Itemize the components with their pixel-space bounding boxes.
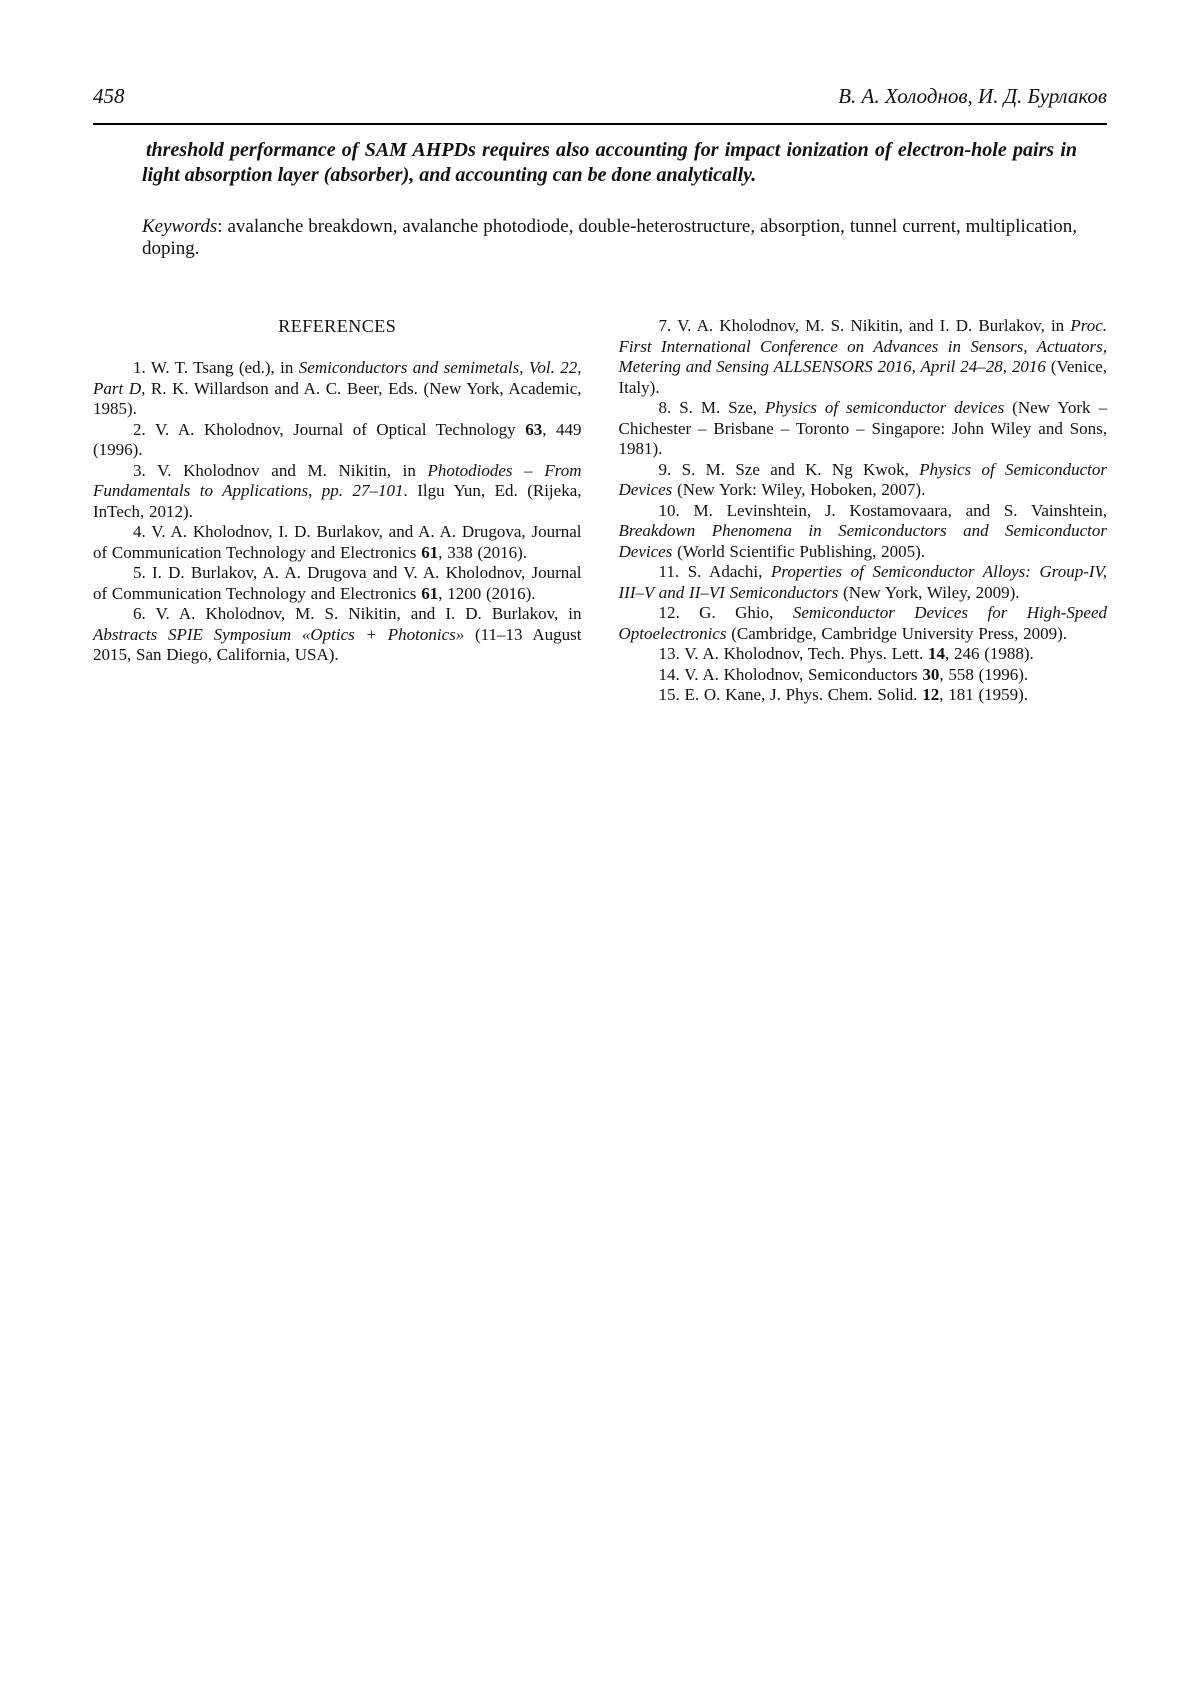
reference-segment: 13. V. A. Kholodnov, Tech. Phys. Lett. [658, 644, 928, 663]
reference-item [619, 665, 1108, 686]
reference-segment: Properties of Semiconductor Alloys: Group-IV, III–V and II–VI Semiconductors [618, 562, 1107, 602]
reference-segment: (New York, Wiley, 2009). [838, 582, 1020, 602]
reference-item [619, 398, 1108, 460]
reference-item [619, 460, 1108, 501]
reference-item [619, 316, 1108, 398]
keywords-paragraph [142, 216, 1077, 260]
reference-segment: 14. V. A. Kholodnov, Semiconductors [658, 664, 923, 684]
page-header [93, 84, 1107, 108]
references-right-list [619, 316, 1108, 706]
reference-segment: , 181 (1959). [939, 685, 1029, 704]
reference-segment: 6. V. A. Kholodnov, M. S. Nikitin, and I. D. Burlakov, in [133, 604, 582, 623]
reference-segment: 30 [922, 664, 940, 684]
reference-segment: 7. V. A. Kholodnov, M. S. Nikitin, and I. D. Burlakov, in [658, 316, 1071, 335]
reference-segment: Semiconductors and semimetals, Vol. 22, Part D [93, 358, 582, 398]
reference-segment: Photodiodes – From Fundamentals to Applications, pp. 27–101 [93, 460, 582, 500]
reference-item [619, 685, 1108, 706]
running-authors: В. А. Холоднов, И. Д. Бурлаков [838, 84, 1107, 108]
reference-segment: , 558 (1996). [939, 664, 1029, 684]
reference-segment: , 1200 (2016). [438, 583, 536, 603]
reference-segment: (New York – Chichester – Brisbane – Toronto – Singapore: John Wiley and Sons, 1981). [618, 398, 1107, 458]
reference-item [93, 358, 582, 420]
reference-segment: (Venice, Italy). [618, 357, 1107, 397]
reference-segment: Breakdown Phenomena in Semiconductors and Semiconductor Devices [618, 521, 1107, 561]
reference-segment: . Ilgu Yun, Ed. (Rijeka, InTech, 2012). [93, 481, 582, 521]
reference-segment: 12. G. Ghio, [658, 603, 793, 622]
references-section [93, 316, 1107, 706]
reference-segment: 2. V. A. Kholodnov, Journal of Optical Technology [133, 419, 526, 439]
reference-item [93, 461, 582, 523]
reference-segment: 10. M. Levinshtein, J. Kostamovaara, and S. Vainshtein, [658, 500, 1107, 520]
reference-segment: (Cambridge, Cambridge University Press, 2009). [726, 623, 1068, 643]
reference-segment: (World Scientific Publishing, 2005). [672, 541, 926, 561]
reference-segment: , 246 (1988). [944, 644, 1034, 663]
reference-segment: 1. W. T. Tsang (ed.), in [133, 358, 299, 377]
reference-segment: 63 [525, 419, 543, 439]
reference-segment: Physics of semiconductor devices [765, 398, 1005, 417]
reference-segment: 12 [922, 685, 940, 704]
header-rule [93, 123, 1107, 125]
references-left-list [93, 358, 582, 666]
reference-segment: 3. V. Kholodnov and M. Nikitin, in [133, 460, 428, 480]
reference-segment: Semiconductor Devices for High-Speed Optoelectronics [618, 603, 1107, 643]
reference-segment: 4. V. A. Kholodnov, I. D. Burlakov, and A. A. Drugova, Journal of Communication Technology and Electronics [93, 522, 582, 562]
reference-segment: 9. S. M. Sze and K. Ng Kwok, [658, 459, 920, 479]
reference-item [619, 501, 1108, 563]
reference-segment: Physics of Semiconductor Devices [618, 459, 1107, 499]
reference-segment: (New York: Wiley, Hoboken, 2007). [672, 480, 926, 499]
reference-item [619, 603, 1108, 644]
reference-item [93, 522, 582, 563]
reference-item [619, 562, 1108, 603]
reference-item [619, 644, 1108, 665]
reference-segment: , R. K. Willardson and A. C. Beer, Eds. (New York, Academic, 1985). [93, 378, 582, 418]
keywords-text: : avalanche breakdown, avalanche photodiode, double-heterostructure, absorption, tunnel current, multiplication, doping. [142, 216, 1077, 259]
reference-item [93, 420, 582, 461]
page-number: 458 [93, 84, 125, 108]
reference-item [93, 563, 582, 604]
reference-segment: 61 [421, 583, 439, 603]
reference-segment: Abstracts SPIE Symposium «Optics + Photonics» [93, 624, 465, 644]
reference-segment: (11–13 August 2015, San Diego, California, USA). [93, 624, 582, 664]
abstract-text: threshold performance of SAM AHPDs requires also accounting for impact ionization of electron-hole pairs in light absorption layer (absorber), and accounting can be done analytically. [142, 139, 1077, 186]
reference-segment: , 338 (2016). [438, 542, 528, 562]
reference-segment: Proc. First International Conference on Advances in Sensors, Actuators, Metering and Sensing ALLSENSORS 2016, April 24–28, 2016 [618, 316, 1107, 376]
references-right-column [619, 316, 1108, 706]
references-left-column [93, 316, 582, 706]
reference-segment: 5. I. D. Burlakov, A. A. Drugova and V. A. Kholodnov, Journal of Communication Technology and Electronics [93, 563, 582, 603]
reference-item [93, 604, 582, 666]
reference-segment: 14 [927, 644, 945, 663]
reference-segment: 8. S. M. Sze, [658, 398, 766, 417]
keywords-label: Keywords [142, 216, 218, 237]
references-heading: REFERENCES [278, 316, 397, 336]
reference-segment: 61 [421, 542, 439, 562]
reference-segment: 11. S. Adachi, [658, 562, 771, 581]
reference-segment: , 449 (1996). [93, 419, 582, 459]
reference-segment: 15. E. O. Kane, J. Phys. Chem. Solid. [658, 685, 923, 704]
